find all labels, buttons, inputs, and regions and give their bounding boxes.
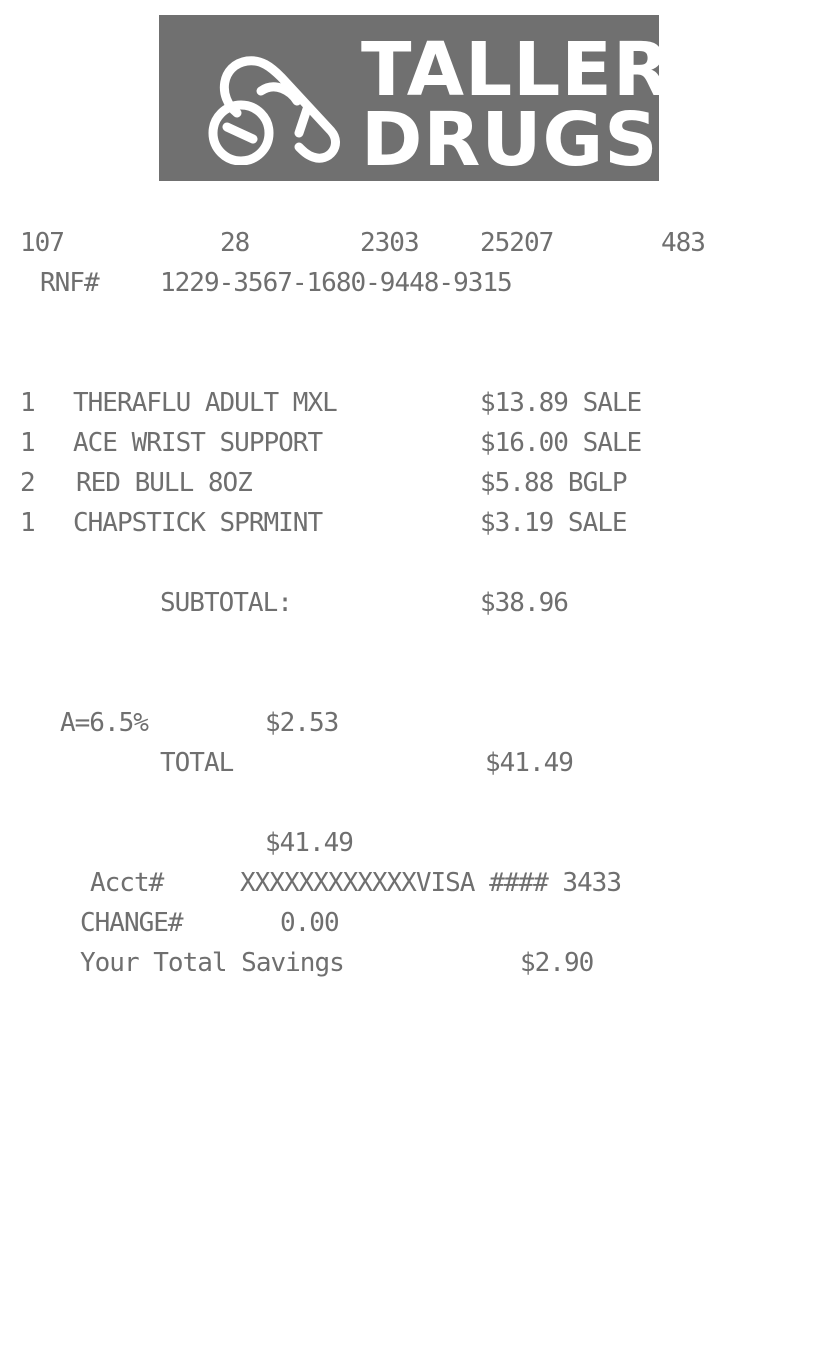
- total-label: TOTAL: [160, 748, 234, 778]
- pill-capsule-icon: [199, 35, 349, 165]
- item-price: $5.88 BGLP: [480, 468, 627, 498]
- item-name: RED BULL 8OZ: [76, 468, 252, 498]
- acct-value: XXXXXXXXXXXXVISA #### 3433: [240, 868, 621, 898]
- tax-label: A=6.5%: [60, 708, 148, 738]
- item-qty: 1: [20, 428, 35, 458]
- item-name: ACE WRIST SUPPORT: [73, 428, 323, 458]
- item-price: $3.19 SALE: [480, 508, 627, 538]
- item-qty: 1: [20, 388, 35, 418]
- change-label: CHANGE#: [80, 908, 183, 938]
- savings-label: Your Total Savings: [80, 948, 344, 978]
- rnf-value: 1229-3567-1680-9448-9315: [160, 268, 512, 298]
- item-price: $16.00 SALE: [480, 428, 642, 458]
- acct-label: Acct#: [90, 868, 164, 898]
- item-name: CHAPSTICK SPRMINT: [73, 508, 323, 538]
- payment-amount: $41.49: [265, 828, 353, 858]
- item-qty: 2: [20, 468, 35, 498]
- header-code-5: 483: [661, 228, 705, 258]
- item-name: THERAFLU ADULT MXL: [73, 388, 337, 418]
- subtotal-label: SUBTOTAL:: [160, 588, 292, 618]
- rnf-label: RNF#: [40, 268, 99, 298]
- logo-text-drugs: DRUGS: [361, 97, 659, 183]
- item-price: $13.89 SALE: [480, 388, 642, 418]
- item-qty: 1: [20, 508, 35, 538]
- header-code-2: 28: [220, 228, 250, 258]
- store-logo: [159, 15, 671, 183]
- header-code-4: 25207: [480, 228, 554, 258]
- logo-text-taller: TALLER: [361, 27, 671, 113]
- subtotal-value: $38.96: [480, 588, 568, 618]
- header-code-3: 2303: [360, 228, 419, 258]
- header-code-1: 107: [20, 228, 64, 258]
- savings-value: $2.90: [520, 948, 594, 978]
- change-value: 0.00: [280, 908, 339, 938]
- total-value: $41.49: [485, 748, 573, 778]
- tax-value: $2.53: [265, 708, 339, 738]
